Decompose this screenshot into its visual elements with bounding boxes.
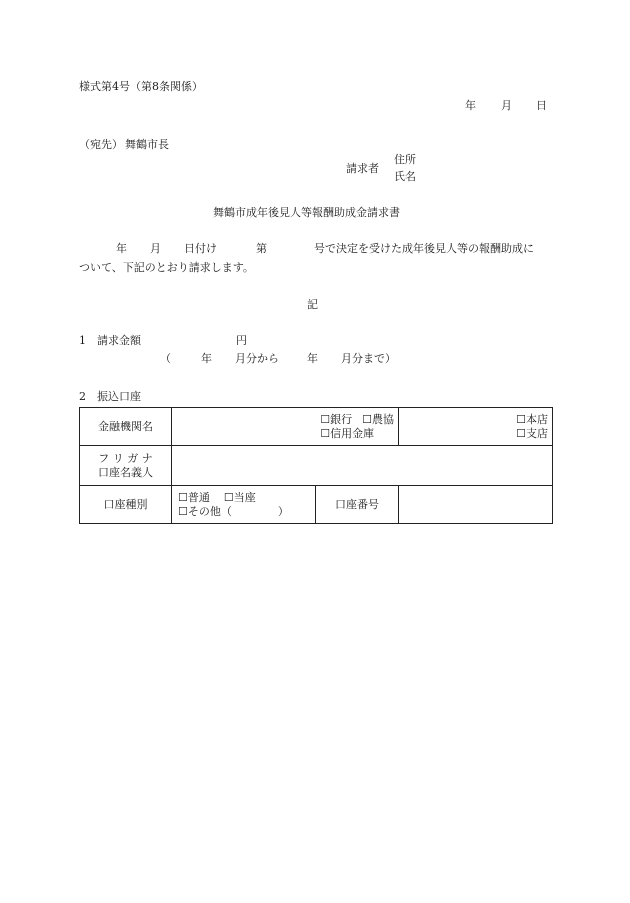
account-table [79, 407, 553, 524]
account-number-field[interactable] [399, 486, 553, 524]
period-month-from: 月分から [235, 352, 279, 365]
ki-heading: 記 [307, 298, 318, 311]
date-month-label: 月 [501, 99, 512, 112]
bank-checkbox[interactable]: ☐銀行 [320, 412, 353, 426]
nokyo-checkbox[interactable]: ☐農協 [362, 412, 394, 426]
address-label: 住所 [394, 153, 416, 166]
type-options-cell [172, 486, 316, 524]
account-type-row [80, 486, 553, 524]
document-title: 舞鶴市成年後見人等報酬助成金請求書 [213, 206, 400, 219]
furigana-label: フ リ ガ ナ [98, 451, 153, 465]
period-year-from: 年 [201, 352, 212, 365]
date-year-label: 年 [465, 99, 476, 112]
type-label: 口座種別 [80, 486, 172, 524]
period-year-to: 年 [307, 352, 318, 365]
yen-label: 円 [236, 334, 247, 347]
body-dated: 日付け [184, 242, 217, 255]
holder-field[interactable] [172, 446, 553, 486]
honten-checkbox[interactable]: ☐本店 [516, 412, 548, 426]
account-section-number: 2 [79, 390, 86, 403]
shiten-checkbox[interactable]: ☐支店 [516, 426, 548, 440]
claim-label: 請求金額 [97, 334, 141, 347]
body-dai: 第 [256, 242, 267, 255]
period-month-to: 月分まで） [341, 352, 396, 365]
period-open-paren: （ [160, 352, 171, 365]
other-close-paren: ） [277, 504, 289, 518]
touza-checkbox[interactable]: ☐当座 [223, 490, 256, 504]
shinkin-checkbox[interactable]: ☐信用金庫 [320, 426, 375, 440]
number-label: 口座番号 [316, 486, 399, 524]
institution-label: 金融機関名 [80, 408, 172, 446]
branch-type-cell [399, 408, 553, 446]
account-section-label: 振込口座 [97, 390, 141, 403]
holder-row [80, 446, 553, 486]
body-line2: ついて、下記のとおり請求します。 [79, 261, 254, 274]
institution-type-cell [172, 408, 399, 446]
name-label: 氏名 [394, 170, 416, 183]
form-number: 様式第4号（第8条関係） [79, 80, 203, 93]
holder-label: 口座名義人 [98, 465, 153, 479]
body-year: 年 [116, 242, 127, 255]
date-day-label: 日 [536, 99, 547, 112]
addressee-name: 舞鶴市長 [125, 138, 169, 151]
holder-label-cell [80, 446, 172, 486]
requester-label: 請求者 [346, 162, 379, 175]
addressee-prefix: （宛先） [79, 138, 123, 151]
other-checkbox[interactable]: ☐その他（ [178, 504, 232, 518]
body-line1-rest: 号で決定を受けた成年後見人等の報酬助成に [314, 242, 534, 255]
claim-number: 1 [79, 334, 86, 347]
futsu-checkbox[interactable]: ☐普通 [178, 490, 210, 504]
body-month: 月 [150, 242, 161, 255]
institution-row [80, 408, 553, 446]
